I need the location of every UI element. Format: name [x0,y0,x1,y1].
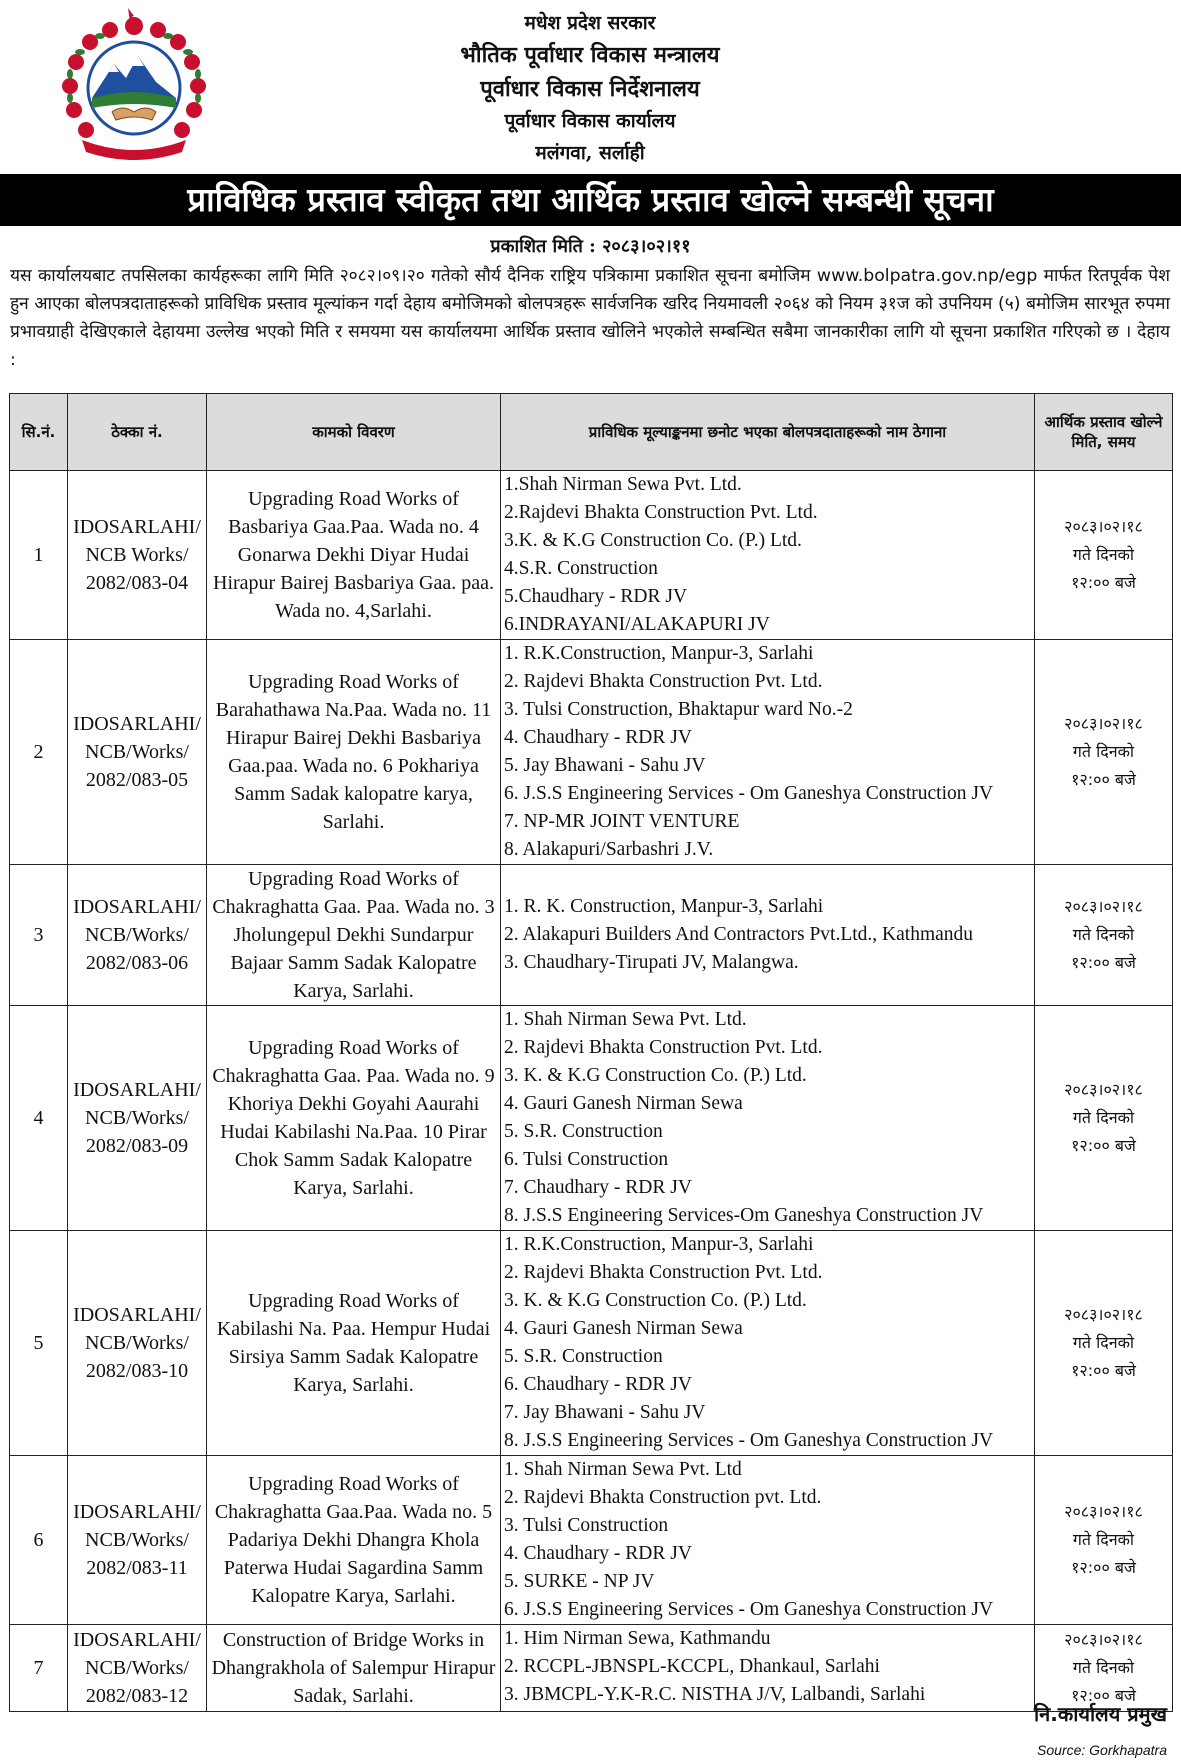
contract-number: IDOSARLAHI/ NCB/Works/ 2082/083-11 [68,1456,207,1625]
table-row [10,1456,1173,1625]
opening-datetime [1035,471,1173,640]
contract-number: IDOSARLAHI/ NCB/Works/ 2082/083-06 [68,865,207,1006]
opening-datetime [1035,865,1173,1006]
work-description: Upgrading Road Works of Chakraghatta Gaa.Paa. Wada no. 5 Padariya Dekhi Dhangra Khola Paterwa Hudai Sagardina Samm Kalopatre Karya, Sarlahi. [207,1456,501,1625]
bidder-item: 4. Gauri Ganesh Nirman Sewa [504,1093,743,1114]
work-description: Upgrading Road Works of Barahathawa Na.Paa. Wada no. 11 Hirapur Bairej Dekhi Basbariya Gaa.paa. Wada no. 6 Pokhariya Samm Sadak kalopatre karya, Sarlahi. [207,640,501,865]
bidder-item: 4.S.R. Construction [504,558,658,579]
row-sn: 1 [10,471,68,640]
table-row [10,640,1173,865]
opening-line: १२:०० बजे [1071,1361,1136,1380]
bidder-item: 3. Tulsi Construction [504,1515,669,1536]
contract-number: IDOSARLAHI/ NCB/Works/ 2082/083-05 [68,640,207,865]
bidder-item: 6. Tulsi Construction [504,1149,669,1170]
opening-line: गते दिनको [1072,742,1135,761]
table-row [10,1625,1173,1712]
table-row [10,1006,1173,1231]
opening-datetime [1035,1231,1173,1456]
bidder-item: 5. SURKE - NP JV [504,1571,655,1592]
bidder-item: 3. K. & K.G Construction Co. (P.) Ltd. [504,1290,807,1311]
opening-line: २०८३।०२।१८ [1064,714,1143,733]
opening-line: २०८३।०२।१८ [1064,1080,1143,1099]
bidder-list [501,865,1035,1006]
table-row [10,1231,1173,1456]
bidder-item: 4. Chaudhary - RDR JV [504,727,692,748]
bidder-item: 2. Rajdevi Bhakta Construction pvt. Ltd. [504,1487,822,1508]
contract-number: IDOSARLAHI/ NCB/Works/ 2082/083-10 [68,1231,207,1456]
opening-line: गते दिनको [1072,1530,1135,1549]
bidder-item: 4. Chaudhary - RDR JV [504,1543,692,1564]
bidder-list [501,1625,1035,1712]
bidder-list [501,1456,1035,1625]
bidder-item: 5. S.R. Construction [504,1346,663,1367]
bidder-item: 1. Shah Nirman Sewa Pvt. Ltd. [504,1009,747,1030]
table-row [10,471,1173,640]
work-description: Construction of Bridge Works in Dhangrakhola of Salempur Hirapur Sadak, Sarlahi. [207,1625,501,1712]
work-description: Upgrading Road Works of Basbariya Gaa.Paa. Wada no. 4 Gonarwa Dekhi Diyar Hudai Hirapur Bairej Basbariya Gaa. paa. Wada no. 4,Sarlahi. [207,471,501,640]
signature: नि.कार्यालय प्रमुख [1033,1702,1167,1726]
opening-line: १२:०० बजे [1071,953,1136,972]
bidder-item: 2. Rajdevi Bhakta Construction Pvt. Ltd. [504,1262,823,1283]
bidder-item: 6.INDRAYANI/ALAKAPURI JV [504,614,770,635]
bidder-item: 4. Gauri Ganesh Nirman Sewa [504,1318,743,1339]
opening-line: गते दिनको [1072,1333,1135,1352]
bidder-item: 7. Jay Bhawani - Sahu JV [504,1402,706,1423]
opening-line: १२:०० बजे [1071,1558,1136,1577]
opening-line: १२:०० बजे [1071,1136,1136,1155]
ministry-name: भौतिक पूर्वाधार विकास मन्त्रालय [460,42,720,68]
bidder-item: 2. Rajdevi Bhakta Construction Pvt. Ltd. [504,671,823,692]
notice-header [0,0,1181,172]
contract-number: IDOSARLAHI/ NCB Works/ 2082/083-04 [68,471,207,640]
bidder-item: 6. Chaudhary - RDR JV [504,1374,692,1395]
bidder-item: 3. K. & K.G Construction Co. (P.) Ltd. [504,1065,807,1086]
bidder-item: 8. J.S.S Engineering Services-Om Ganeshya Construction JV [504,1205,984,1226]
bidder-item: 3. JBMCPL-Y.K-R.C. NISTHA J/V, Lalbandi, Sarlahi [504,1684,926,1705]
bidder-item: 7. NP-MR JOINT VENTURE [504,811,740,832]
bidder-item: 5. S.R. Construction [504,1121,663,1142]
intro-paragraph: यस कार्यालयबाट तपसिलका कार्यहरूका लागि मिति २०८२।०९।२० गतेको सौर्य दैनिक राष्ट्रिय पत्रिकामा प्रकाशित सूचना बमोजिम www.bolpatra.gov.np/egp मार्फत रितपूर्वक पेश हुन आएका बोलपत्रदाताहरूको प्राविधिक प्रस्ताव मूल्यांकन गर्दा देहाय बमोजिमको बोलपत्रहरू सार्वजनिक खरिद नियमावली २०६४ को नियम ३१ज को उपनियम (५) बमोजिम सारभूत रुपमा प्रभावग्राही देखिएकाले देहायमा उल्लेख भएको मिति र समयमा यस कार्यालयमा आर्थिक प्रस्ताव खोलिने भएकोले सम्बन्धित सबैमा जानकारीका लागि यो सूचना प्रकाशित गरिएको छ । देहाय : [10,266,1170,370]
opening-line: २०८३।०२।१८ [1064,1305,1143,1324]
opening-line: २०८३।०२।१८ [1064,1630,1143,1649]
opening-datetime [1035,640,1173,865]
notice-title: प्राविधिक प्रस्ताव स्वीकृत तथा आर्थिक प्रस्ताव खोल्ने सम्बन्धी सूचना [0,174,1181,226]
col-header-opening: आर्थिक प्रस्ताव खोल्ने मिति, समय [1035,394,1173,471]
row-sn: 3 [10,865,68,1006]
contract-number: IDOSARLAHI/ NCB/Works/ 2082/083-09 [68,1006,207,1231]
bidder-item: 5. Jay Bhawani - Sahu JV [504,755,706,776]
opening-datetime [1035,1456,1173,1625]
bidder-item: 3.K. & K.G Construction Co. (P.) Ltd. [504,530,802,551]
row-sn: 6 [10,1456,68,1625]
col-header-work: कामको विवरण [207,394,501,471]
bidder-list [501,1231,1035,1456]
opening-line: १२:०० बजे [1071,770,1136,789]
office-name: पूर्वाधार विकास कार्यालय [504,110,676,132]
opening-datetime [1035,1006,1173,1231]
bidder-item: 3. Chaudhary-Tirupati JV, Malangwa. [504,952,799,973]
bidder-list [501,471,1035,640]
directorate-name: पूर्वाधार विकास निर्देशनालय [480,76,700,102]
row-sn: 5 [10,1231,68,1456]
table-header-row [10,394,1173,471]
bidder-item: 1. R.K.Construction, Manpur-3, Sarlahi [504,1234,814,1255]
nepal-emblem-icon [52,6,216,164]
bidder-item: 1. Shah Nirman Sewa Pvt. Ltd [504,1459,742,1480]
opening-datetime [1035,1625,1173,1712]
row-sn: 7 [10,1625,68,1712]
opening-line: गते दिनको [1072,925,1135,944]
table-row [10,865,1173,1006]
work-description: Upgrading Road Works of Chakraghatta Gaa. Paa. Wada no. 9 Khoriya Dekhi Goyahi Aaurahi Hudai Kabilashi Na.Paa. 10 Pirar Chok Samm Sadak Kalopatre Karya, Sarlahi. [207,1006,501,1231]
opening-line: १२:०० बजे [1071,1686,1136,1705]
row-sn: 2 [10,640,68,865]
bidder-item: 8. J.S.S Engineering Services - Om Ganeshya Construction JV [504,1430,994,1451]
bidder-item: 6. J.S.S Engineering Services - Om Ganeshya Construction JV [504,1599,994,1620]
table-body [10,471,1173,1712]
bidder-item: 1. R.K.Construction, Manpur-3, Sarlahi [504,643,814,664]
bidder-item: 6. J.S.S Engineering Services - Om Ganeshya Construction JV [504,783,994,804]
bidder-item: 7. Chaudhary - RDR JV [504,1177,692,1198]
bidder-item [504,865,1034,893]
opening-line: गते दिनको [1072,1658,1135,1677]
col-header-sn: सि.नं. [10,394,68,471]
bidder-item: 3. Tulsi Construction, Bhaktapur ward No.-2 [504,699,853,720]
bidder-item: 2. Alakapuri Builders And Contractors Pvt.Ltd., Kathmandu [504,924,974,945]
opening-line: गते दिनको [1072,1108,1135,1127]
bidder-item: 1.Shah Nirman Sewa Pvt. Ltd. [504,474,742,495]
opening-line: २०८३।०२।१८ [1064,1502,1143,1521]
col-header-contract: ठेक्का नं. [68,394,207,471]
govt-name: मधेश प्रदेश सरकार [524,12,656,34]
col-header-bidders: प्राविधिक मूल्याङ्कनमा छनोट भएका बोलपत्रदाताहरूको नाम ठेगाना [501,394,1035,471]
opening-line: २०८३।०२।१८ [1064,897,1143,916]
work-description: Upgrading Road Works of Kabilashi Na. Paa. Hempur Hudai Sirsiya Samm Sadak Kalopatre Karya, Sarlahi. [207,1231,501,1456]
bidders-table [9,393,1173,1712]
bidder-item: 2.Rajdevi Bhakta Construction Pvt. Ltd. [504,502,818,523]
contract-number: IDOSARLAHI/ NCB/Works/ 2082/083-12 [68,1625,207,1712]
office-location: मलंगवा, सर्लाही [535,142,645,164]
source-credit: Source: Gorkhapatra [1037,1742,1167,1758]
row-sn: 4 [10,1006,68,1231]
bidder-list [501,640,1035,865]
bidder-item: 1. R. K. Construction, Manpur-3, Sarlahi [504,896,824,917]
opening-line: १२:०० बजे [1071,573,1136,592]
bidder-item: 5.Chaudhary - RDR JV [504,586,688,607]
bidder-list [501,1006,1035,1231]
bidder-item: 1. Him Nirman Sewa, Kathmandu [504,1628,771,1649]
bidder-item: 2. Rajdevi Bhakta Construction Pvt. Ltd. [504,1037,823,1058]
published-date: प्रकाशित मिति : २०८३।०२।११ [490,236,691,257]
bidder-item: 8. Alakapuri/Sarbashri J.V. [504,839,714,860]
opening-line: गते दिनको [1072,545,1135,564]
bidder-item: 2. RCCPL-JBNSPL-KCCPL, Dhankaul, Sarlahi [504,1656,880,1677]
work-description: Upgrading Road Works of Chakraghatta Gaa. Paa. Wada no. 3 Jholungepul Dekhi Sundarpur Bajaar Samm Sadak Kalopatre Karya, Sarlahi. [207,865,501,1006]
opening-line: २०८३।०२।१८ [1064,517,1143,536]
